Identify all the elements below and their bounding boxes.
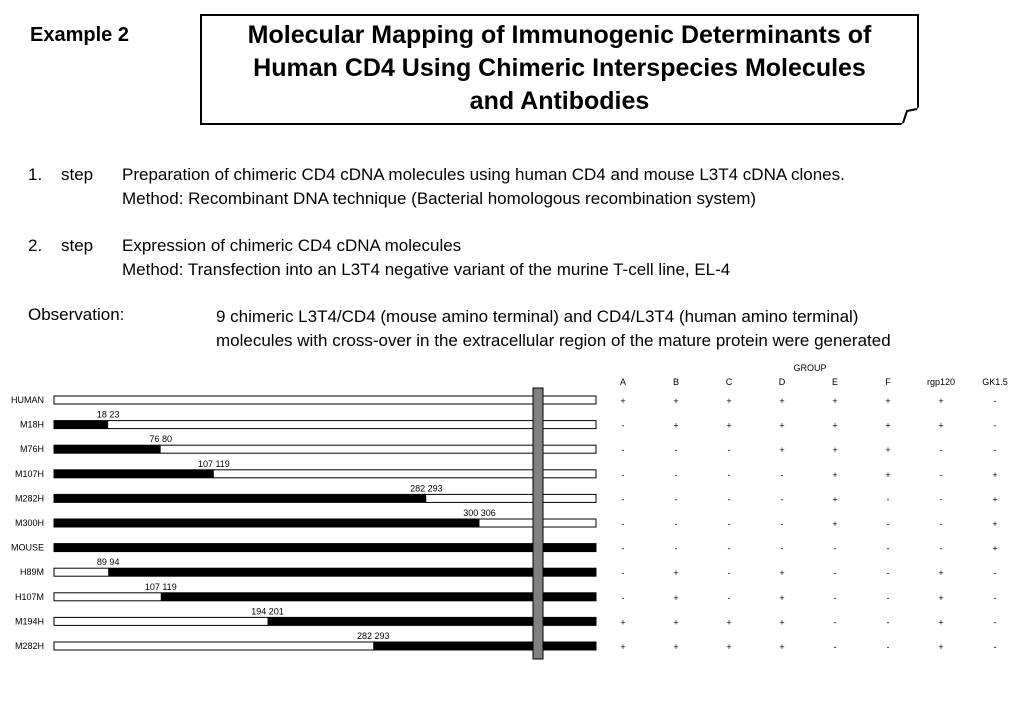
- result-m18h-1-f: +: [885, 420, 891, 431]
- result-human-0-gk1.5: -: [993, 396, 997, 406]
- crossover-label-m18h-1: 18 23: [96, 409, 120, 420]
- chimera-diagram: [0, 355, 1023, 665]
- segment-right-m194h-9: [268, 617, 596, 625]
- result-mouse-6-rgp120: -: [939, 543, 943, 554]
- result-m282h-10-e: -: [833, 642, 837, 652]
- result-m76h-2-a: -: [621, 445, 625, 456]
- result-h107m-8-e: -: [833, 592, 837, 603]
- segment-left-m107h-3: [54, 470, 214, 478]
- step-2-number: 2.: [28, 236, 43, 255]
- page-fold-icon: [901, 107, 919, 125]
- result-m300h-5-e: +: [832, 519, 838, 529]
- result-m18h-1-rgp120: +: [938, 420, 944, 431]
- step-2-word: step: [61, 236, 94, 255]
- construct-name-h107m-8: H107M: [14, 591, 44, 602]
- result-mouse-6-f: -: [886, 543, 890, 554]
- result-m300h-5-f: -: [886, 519, 890, 529]
- result-h107m-8-a: -: [621, 592, 625, 603]
- segment-right-m18h-1: [108, 421, 596, 429]
- result-h107m-8-rgp120: +: [938, 592, 944, 603]
- group-column-c: C: [725, 377, 733, 387]
- result-m107h-3-b: -: [674, 469, 678, 480]
- group-column-a: A: [619, 377, 627, 387]
- result-m300h-5-rgp120: -: [939, 519, 943, 529]
- segment-left-m18h-1: [54, 421, 108, 429]
- result-m282h-4-gk1.5: +: [992, 494, 998, 505]
- crossover-label-m76h-2: 76 80: [149, 434, 173, 445]
- result-h107m-8-gk1.5: -: [993, 592, 997, 603]
- result-h89m-7-d: +: [779, 568, 785, 579]
- observation-label: Observation:: [28, 305, 125, 324]
- segment-right-h89m-7: [108, 568, 596, 576]
- result-h89m-7-a: -: [621, 568, 625, 579]
- result-h89m-7-c: -: [727, 568, 731, 579]
- segment-left-m76h-2: [54, 445, 161, 453]
- crossover-label-h89m-7: 89 94: [96, 557, 120, 568]
- result-m107h-3-d: -: [780, 469, 784, 480]
- result-m76h-2-b: -: [674, 445, 678, 456]
- step-1-line-2: Method: Recombinant DNA technique (Bacterial homologous recombination system): [122, 189, 757, 208]
- result-mouse-6-gk1.5: +: [992, 543, 998, 554]
- result-m194h-9-rgp120: +: [938, 617, 944, 628]
- result-m282h-4-e: +: [832, 494, 838, 505]
- result-m76h-2-rgp120: -: [939, 445, 943, 456]
- result-m282h-4-b: -: [674, 494, 678, 505]
- transmembrane-bar: [533, 388, 543, 659]
- construct-name-m282h-4: M282H: [14, 493, 44, 504]
- result-m194h-9-f: -: [886, 617, 890, 628]
- construct-name-m107h-3: M107H: [14, 468, 44, 479]
- step-1-word: step: [61, 165, 94, 184]
- construct-name-m18h-1: M18H: [19, 419, 44, 430]
- construct-name-m76h-2: M76H: [19, 444, 44, 455]
- result-m300h-5-b: -: [674, 519, 678, 529]
- result-human-0-rgp120: +: [938, 396, 944, 406]
- result-h107m-8-b: +: [673, 592, 679, 603]
- result-m76h-2-f: +: [885, 445, 891, 456]
- result-human-0-a: +: [620, 396, 626, 406]
- title-line-3: and Antibodies: [469, 87, 650, 115]
- result-h107m-8-d: +: [779, 592, 785, 603]
- crossover-label-m194h-9: 194 201: [251, 606, 284, 617]
- result-mouse-6-d: -: [780, 543, 784, 554]
- construct-name-mouse-6: MOUSE: [10, 542, 44, 553]
- result-m282h-4-d: -: [780, 494, 784, 505]
- crossover-label-m300h-5: 300 306: [463, 508, 496, 518]
- result-m194h-9-b: +: [673, 617, 679, 628]
- group-column-b: B: [672, 377, 680, 387]
- result-m300h-5-gk1.5: +: [992, 519, 998, 529]
- observation-line-2: molecules with cross-over in the extracellular region of the mature protein were generated: [216, 331, 891, 350]
- title-line-2: Human CD4 Using Chimeric Interspecies Molecules: [253, 54, 866, 82]
- result-h107m-8-c: -: [727, 592, 731, 603]
- result-m300h-5-a: -: [621, 519, 625, 529]
- result-m194h-9-a: +: [620, 617, 626, 628]
- segment-left-h107m-8: [54, 593, 161, 601]
- observation-line-1: 9 chimeric L3T4/CD4 (mouse amino terminal) and CD4/L3T4 (human amino terminal): [216, 307, 859, 326]
- construct-name-m282h-10: M282H: [14, 641, 44, 651]
- result-h89m-7-e: -: [833, 568, 837, 579]
- result-m18h-1-c: +: [726, 420, 732, 431]
- result-h107m-8-f: -: [886, 592, 890, 603]
- result-m76h-2-e: +: [832, 445, 838, 456]
- construct-name-m194h-9: M194H: [14, 616, 44, 627]
- result-m107h-3-a: -: [621, 469, 625, 480]
- crossover-label-m282h-4: 282 293: [410, 483, 443, 494]
- group-column-f: F: [885, 377, 891, 387]
- result-m282h-10-b: +: [673, 642, 679, 652]
- page-title: [202, 19, 917, 118]
- step-2-line-2: Method: Transfection into an L3T4 negative variant of the murine T-cell line, EL-4: [122, 260, 731, 279]
- result-m76h-2-d: +: [779, 445, 785, 456]
- segment-right-m76h-2: [161, 445, 596, 453]
- segment-right-m282h-10: [373, 642, 596, 650]
- title-line-1: Molecular Mapping of Immunogenic Determinants of: [247, 21, 872, 49]
- result-mouse-6-a: -: [621, 543, 625, 554]
- step-2: [0, 234, 1000, 284]
- result-h89m-7-gk1.5: -: [993, 568, 997, 579]
- crossover-label-h107m-8: 107 119: [144, 581, 177, 592]
- result-m282h-4-c: -: [727, 494, 731, 505]
- result-m107h-3-c: -: [727, 469, 731, 480]
- result-m194h-9-gk1.5: -: [993, 617, 997, 628]
- result-m18h-1-b: +: [673, 420, 679, 431]
- result-m18h-1-d: +: [779, 420, 785, 431]
- result-m76h-2-gk1.5: -: [993, 445, 997, 456]
- result-m282h-4-a: -: [621, 494, 625, 505]
- crossover-label-m282h-10: 282 293: [356, 631, 390, 641]
- group-column-d: D: [778, 377, 786, 387]
- construct-name-human-0: HUMAN: [11, 395, 44, 405]
- result-m107h-3-e: +: [832, 469, 838, 480]
- segment-right-m282h-4: [426, 494, 596, 502]
- result-m194h-9-e: -: [833, 617, 837, 628]
- group-column-gk1.5: GK1.5: [982, 377, 1008, 387]
- step-2-line-1: Expression of chimeric CD4 cDNA molecules: [122, 236, 462, 255]
- observation-text: [216, 305, 891, 353]
- result-mouse-6-c: -: [727, 543, 731, 554]
- example-label: Example 2: [30, 24, 129, 46]
- segment-left-m194h-9: [54, 617, 268, 625]
- result-m18h-1-a: -: [621, 420, 625, 431]
- group-column-e: E: [831, 377, 839, 387]
- result-mouse-6-e: -: [833, 543, 837, 554]
- construct-name-m300h-5: M300H: [14, 518, 44, 528]
- step-1: [0, 163, 1000, 213]
- result-human-0-c: +: [726, 396, 732, 406]
- result-m282h-10-d: +: [779, 642, 785, 652]
- result-m282h-4-f: -: [886, 494, 890, 505]
- result-m194h-9-d: +: [779, 617, 785, 628]
- segment-right-h107m-8: [161, 593, 596, 601]
- segment-left-m282h-4: [54, 494, 426, 502]
- result-m282h-10-rgp120: +: [938, 642, 944, 652]
- segment-left-mouse-6: [54, 544, 596, 552]
- segment-left-m282h-10: [54, 642, 373, 650]
- result-human-0-e: +: [832, 396, 838, 406]
- crossover-label-m107h-3: 107 119: [197, 458, 230, 469]
- step-1-line-1: Preparation of chimeric CD4 cDNA molecules using human CD4 and mouse L3T4 cDNA clones.: [122, 165, 845, 184]
- group-header: GROUP: [793, 363, 827, 373]
- result-m18h-1-gk1.5: -: [993, 420, 997, 431]
- result-m282h-10-c: +: [726, 642, 732, 652]
- result-m107h-3-gk1.5: +: [992, 469, 998, 480]
- segment-left-m300h-5: [54, 519, 479, 527]
- step-1-number: 1.: [28, 165, 43, 184]
- result-m300h-5-c: -: [727, 519, 731, 529]
- result-m18h-1-e: +: [832, 420, 838, 431]
- result-m107h-3-rgp120: -: [939, 469, 943, 480]
- group-column-rgp120: rgp120: [926, 377, 956, 387]
- result-h89m-7-f: -: [886, 568, 890, 579]
- result-human-0-d: +: [779, 396, 785, 406]
- result-m282h-10-f: -: [886, 642, 890, 652]
- result-m282h-4-rgp120: -: [939, 494, 943, 505]
- result-m282h-10-a: +: [620, 642, 626, 652]
- result-m76h-2-c: -: [727, 445, 731, 456]
- segment-right-human-0: [54, 396, 596, 404]
- result-m282h-10-gk1.5: -: [993, 642, 997, 652]
- result-human-0-b: +: [673, 396, 679, 406]
- result-m107h-3-f: +: [885, 469, 891, 480]
- result-h89m-7-b: +: [673, 568, 679, 579]
- segment-left-h89m-7: [54, 568, 108, 576]
- result-mouse-6-b: -: [674, 543, 678, 554]
- construct-name-h89m-7: H89M: [19, 567, 44, 578]
- result-m194h-9-c: +: [726, 617, 732, 628]
- result-h89m-7-rgp120: +: [938, 568, 944, 579]
- result-human-0-f: +: [885, 396, 891, 406]
- title-box: [200, 14, 919, 125]
- result-m300h-5-d: -: [780, 519, 784, 529]
